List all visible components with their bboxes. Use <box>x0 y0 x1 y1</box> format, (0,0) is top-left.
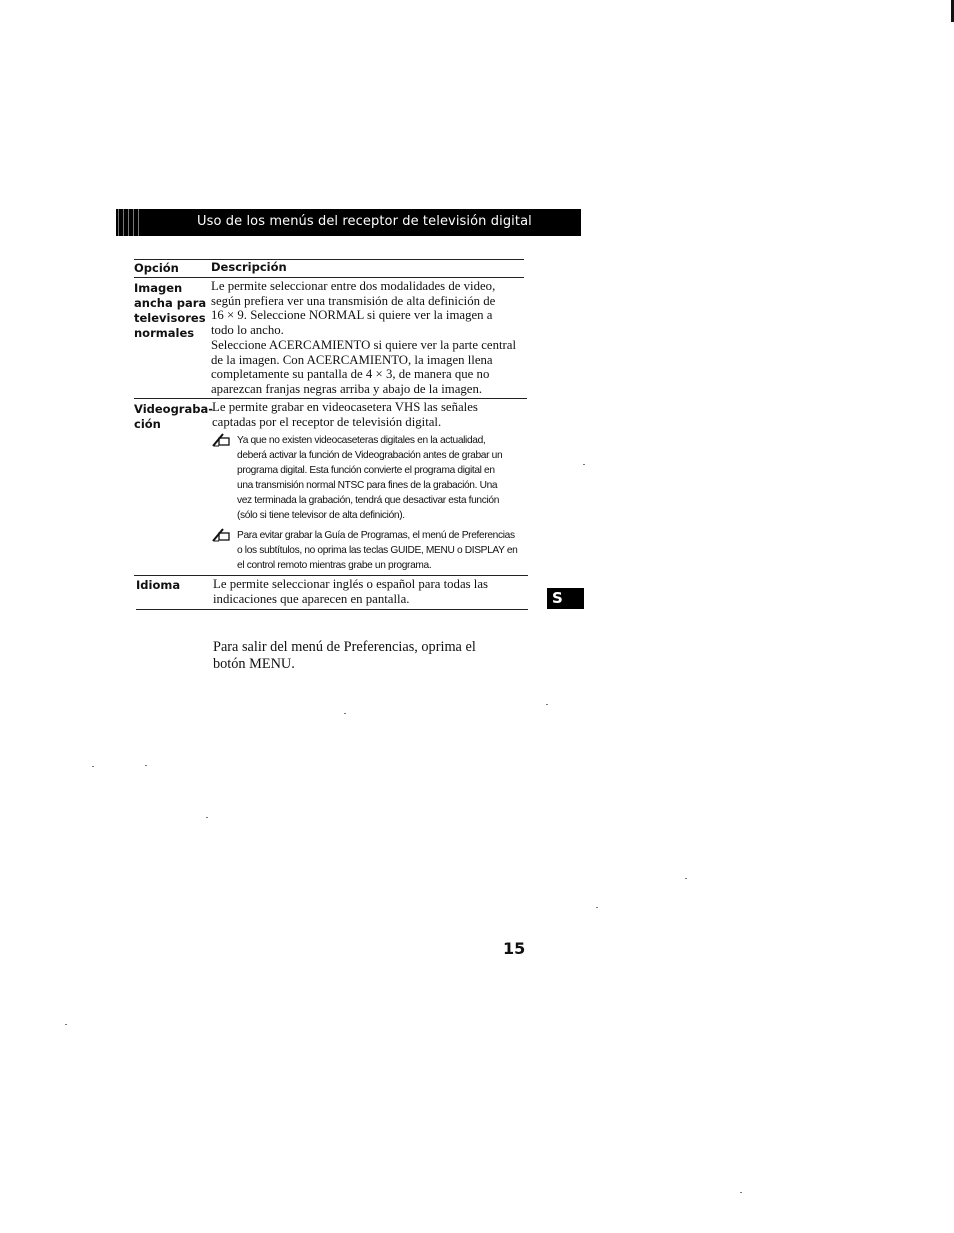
scan-speck <box>740 1192 742 1193</box>
column-header-option: Opción <box>134 261 179 275</box>
section-title: Uso de los menús del receptor de televisión digital <box>197 214 532 229</box>
option-description <box>213 577 488 606</box>
description-line: 16 × 9. Seleccione NORMAL si quiere ver la imagen a <box>211 308 493 323</box>
option-label <box>136 578 180 593</box>
table-header-rule <box>134 277 524 278</box>
note-line: programa digital. Esta función convierte el programa digital en <box>237 465 495 476</box>
description-line: captadas por el receptor de televisión digital. <box>212 414 442 429</box>
scan-speck <box>344 713 346 714</box>
note-line: Para evitar grabar la Guía de Programas, el menú de Preferencias <box>237 530 515 541</box>
note-line: o los subtítulos, no oprima las teclas GUIDE, MENU o DISPLAY en <box>237 545 518 556</box>
scan-speck <box>583 464 585 465</box>
description-line: Le permite seleccionar entre dos modalidades de video, <box>211 279 496 293</box>
option-label-line: ción <box>134 417 161 431</box>
note-line: una transmisión normal NTSC para fines de la grabación. Una <box>237 480 498 491</box>
closing-line: botón MENU. <box>213 656 295 672</box>
description-line: según prefiera ver una transmisión de alta definición de <box>211 293 496 308</box>
scan-speck <box>65 1024 67 1025</box>
option-label-line: ancha para <box>134 296 207 310</box>
description-line: todo lo ancho. <box>211 323 284 338</box>
note-pencil-icon <box>212 433 230 447</box>
recording-note <box>237 433 502 523</box>
scan-speck <box>685 878 687 879</box>
option-label-line: Imagen <box>134 281 183 295</box>
option-label-line: Idioma <box>136 578 181 592</box>
language-side-tab: S <box>547 588 584 609</box>
description-line: Seleccione ACERCAMIENTO si quiere ver la parte central <box>211 337 517 352</box>
column-header-description: Descripción <box>211 260 287 274</box>
scan-speck <box>145 765 147 766</box>
note-line: vez terminada la grabación, tendrá que desactivar esta función <box>237 495 500 506</box>
page-number: 15 <box>503 939 526 958</box>
option-label-line: normales <box>134 326 195 340</box>
description-line: Le permite grabar en videocasetera VHS las señales <box>212 400 478 414</box>
row-divider <box>134 398 527 399</box>
description-line: indicaciones que aparecen en pantalla. <box>213 591 410 606</box>
header-bar-grain <box>116 209 142 236</box>
row-divider <box>134 575 528 576</box>
description-line: de la imagen. Con ACERCAMIENTO, la imagen llena <box>211 352 493 367</box>
scan-speck <box>92 766 94 767</box>
note-line: el control remoto mientras grabe un programa. <box>237 560 432 571</box>
option-label <box>134 281 206 341</box>
scan-speck <box>596 907 598 908</box>
option-label-line: televisores <box>134 311 206 325</box>
program-guide-note <box>237 528 518 573</box>
scan-speck <box>546 704 548 705</box>
description-line: aparezcan franjas negras arriba y abajo de la imagen. <box>211 381 483 396</box>
closing-paragraph <box>213 639 476 673</box>
note-line: deberá activar la función de Videograbación antes de grabar un <box>237 450 503 461</box>
option-description <box>211 279 516 397</box>
closing-line: Para salir del menú de Preferencias, oprima el <box>213 639 476 655</box>
scan-speck <box>206 817 208 818</box>
option-label-line: Videograba- <box>134 402 214 416</box>
option-description <box>212 400 478 429</box>
note-line: (sólo si tiene televisor de alta definición). <box>237 510 405 521</box>
section-header-bar <box>116 209 581 236</box>
table-top-rule <box>134 259 524 260</box>
note-line: Ya que no existen videocaseteras digitales en la actualidad, <box>237 435 486 446</box>
description-line: Le permite seleccionar inglés o español para todas las <box>213 577 489 591</box>
option-label <box>134 402 213 432</box>
table-bottom-rule <box>136 609 528 610</box>
note-pencil-icon <box>212 528 230 542</box>
description-line: completamente su pantalla de 4 × 3, de manera que no <box>211 367 490 382</box>
